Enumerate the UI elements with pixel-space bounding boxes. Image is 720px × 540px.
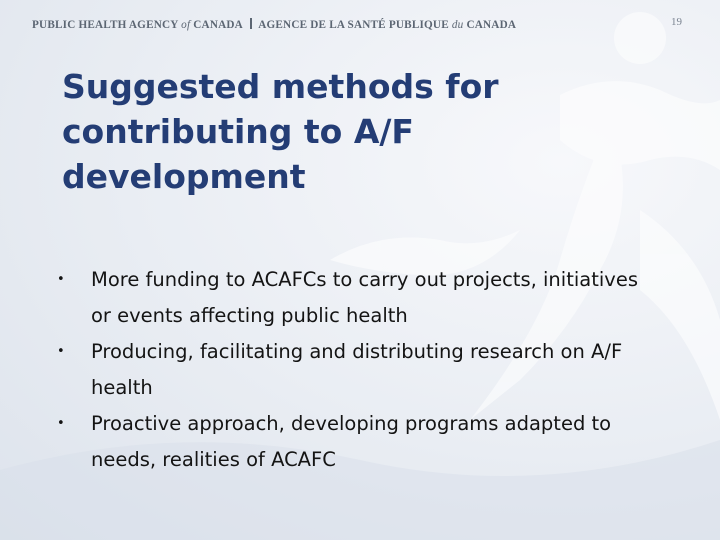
- agency-name-en-prefix: PUBLIC HEALTH AGENCY: [32, 19, 179, 31]
- slide-title: Suggested methods for contributing to A/F development: [62, 67, 499, 196]
- agency-header: [32, 17, 516, 33]
- bullet-item: [56, 262, 656, 334]
- agency-name-fr-du: du: [451, 19, 464, 31]
- agency-name-fr-prefix: AGENCE DE LA SANTÉ PUBLIQUE: [258, 19, 449, 31]
- agency-name-fr-suffix: CANADA: [466, 19, 517, 31]
- page-number: 19: [671, 16, 682, 28]
- bullet-text: More funding to ACAFCs to carry out projects, initiatives or events affecting public health: [91, 268, 638, 327]
- bullet-text: Producing, facilitating and distributing research on A/F health: [91, 340, 623, 399]
- bullet-icon: •: [57, 272, 65, 287]
- bullet-icon: •: [57, 416, 65, 431]
- bullet-item: [56, 406, 656, 478]
- bullet-text: Proactive approach, developing programs adapted to needs, realities of ACAFC: [91, 412, 612, 471]
- bullet-item: [56, 334, 656, 406]
- bullet-icon: •: [57, 344, 65, 359]
- agency-name-en-suffix: CANADA: [193, 19, 243, 31]
- header-divider: [250, 18, 252, 29]
- agency-name-en-of: of: [181, 19, 191, 31]
- bullet-list: [56, 262, 656, 478]
